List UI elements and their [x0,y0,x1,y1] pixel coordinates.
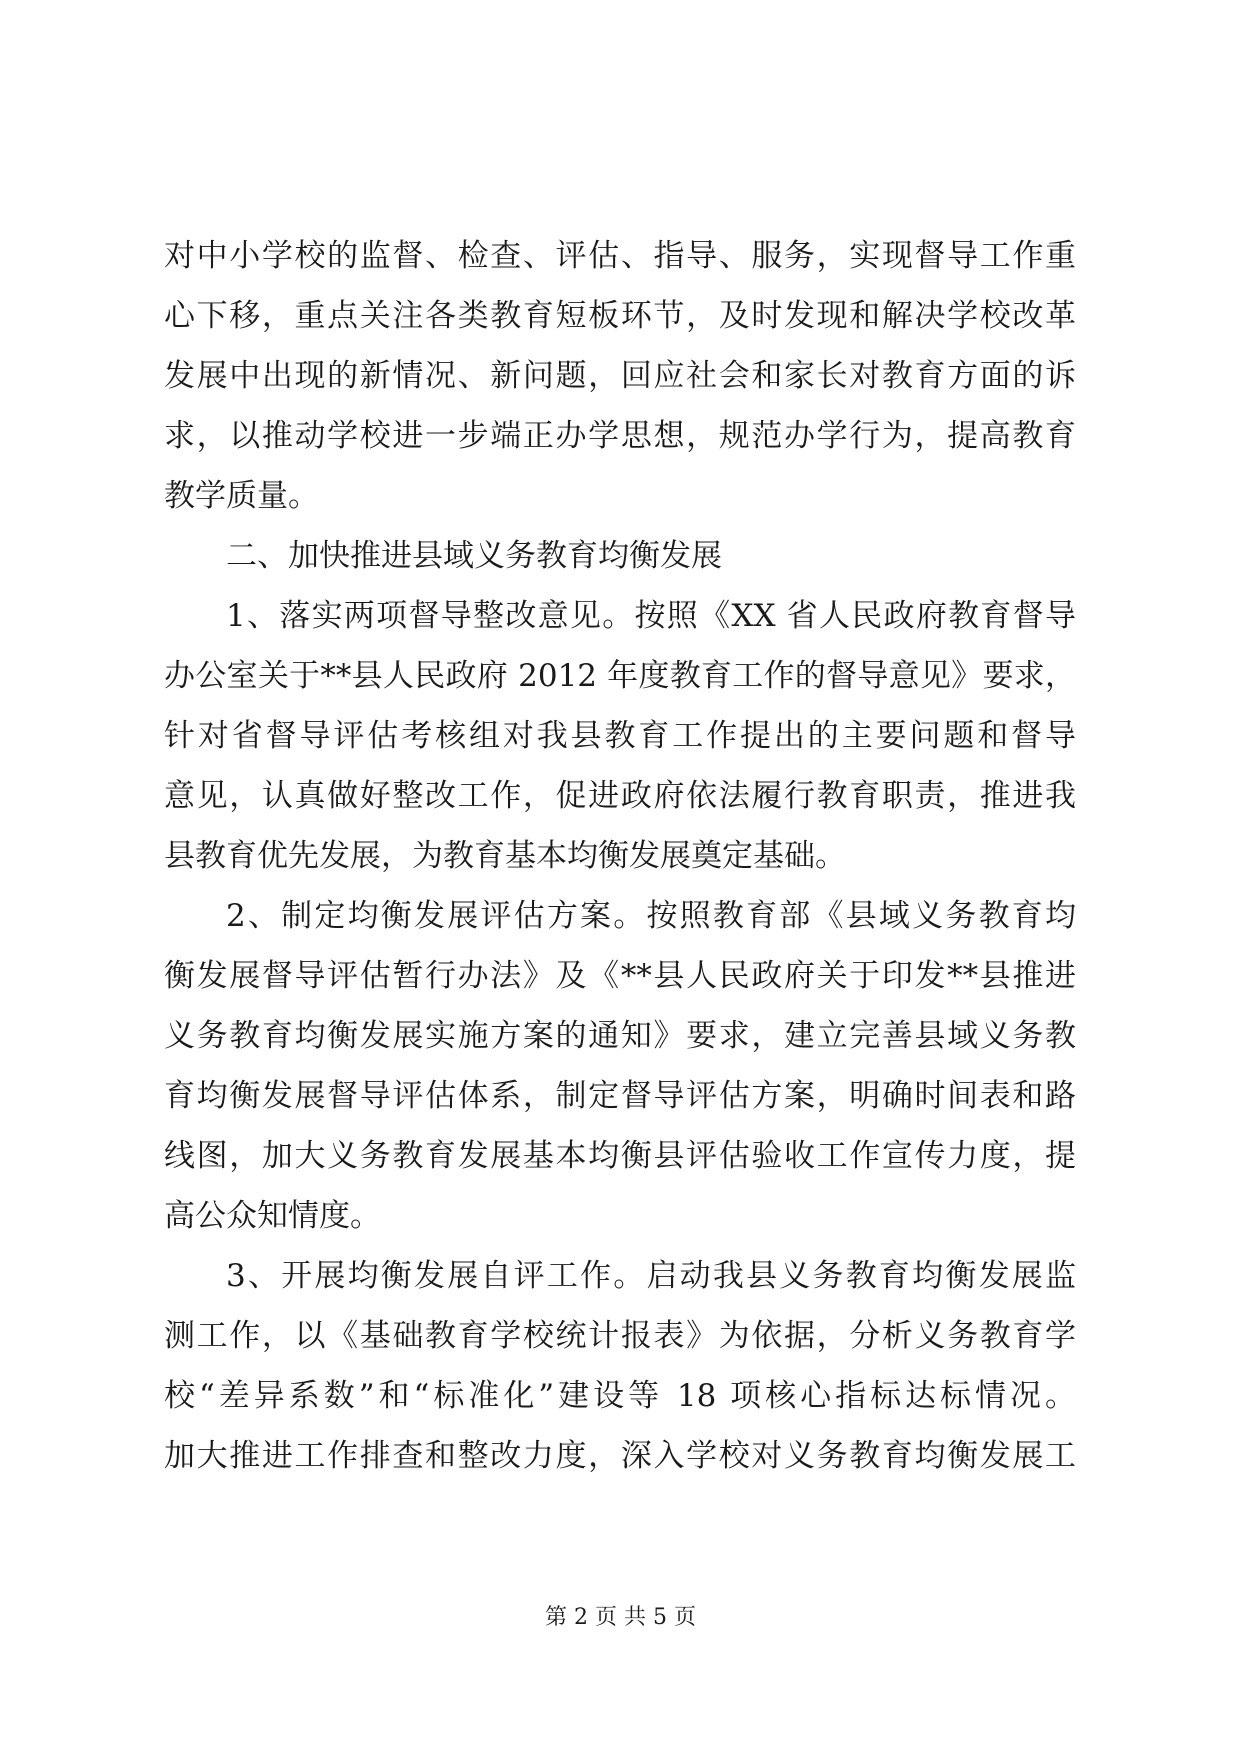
text-line: 针对省督导评估考核组对我县教育工作提出的主要问题和督导 [164,718,1076,754]
page-number-footer: 第 2 页 共 5 页 [545,1605,696,1630]
text-line: 高公众知情度。 [164,1198,381,1234]
text-line: 线图，加大义务教育发展基本均衡县评估验收工作宣传力度，提 [164,1138,1076,1174]
text-line: 发展中出现的新情况、新问题，回应社会和家长对教育方面的诉 [164,358,1076,394]
text-line: 衡发展督导评估暂行办法》及《**县人民政府关于印发**县推进 [164,958,1076,994]
text-line: 教学质量。 [164,478,319,514]
text-line: 测工作，以《基础教育学校统计报表》为依据，分析义务教育学 [164,1318,1076,1354]
text-line: 心下移，重点关注各类教育短板环节，及时发现和解决学校改革 [164,298,1076,334]
text-line: 加大推进工作排查和整改力度，深入学校对义务教育均衡发展工 [164,1438,1076,1474]
text-line: 育均衡发展督导评估体系，制定督导评估方案，明确时间表和路 [164,1078,1076,1114]
text-line: 义务教育均衡发展实施方案的通知》要求，建立完善县域义务教 [164,1018,1076,1054]
document-body [164,226,1076,1486]
text-line: 办公室关于**县人民政府 2012 年度教育工作的督导意见》要求， [164,658,1076,694]
text-line: 对中小学校的监督、检查、评估、指导、服务，实现督导工作重 [164,238,1076,274]
text-line: 求，以推动学校进一步端正办学思想，规范办学行为，提高教育 [164,418,1076,454]
section-heading: 二、加快推进县域义务教育均衡发展 [226,538,722,574]
text-line: 1、落实两项督导整改意见。按照《XX 省人民政府教育督导 [226,598,1076,634]
text-line: 3、开展均衡发展自评工作。启动我县义务教育均衡发展监 [226,1258,1076,1294]
text-line: 县教育优先发展，为教育基本均衡发展奠定基础。 [164,838,846,874]
text-line: 2、制定均衡发展评估方案。按照教育部《县域义务教育均 [226,898,1076,934]
text-line: 校“差异系数”和“标准化”建设等 18 项核心指标达标情况。 [164,1378,1076,1414]
text-line: 意见，认真做好整改工作，促进政府依法履行教育职责，推进我 [164,778,1076,814]
